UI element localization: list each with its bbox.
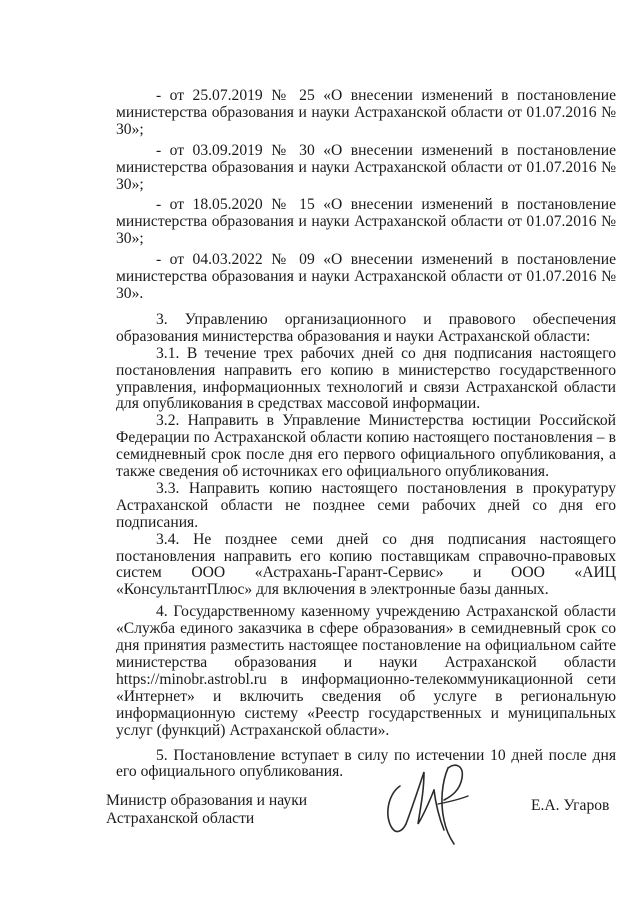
clause-3-1: 3.1. В течение трех рабочих дней со дня подписания настоящего постановления направить его копию в министерство государственного управления, информационных технологий и связи Астраханской области для опубликования в средствах массовой информации. [116,344,616,413]
signatory-position [106,792,307,828]
clause-4: 4. Государственному казенному учреждению Астраханской области «Служба единого заказчика в сфере образования» в семидневный срок со дня принятия разместить настоящее постановление на официальном сайте министерства образования и науки Астраханской области https://minobr.astrobl.ru в информационно-телекоммуникационной сети «Интернет» и включить сведения об услуге в региональную информационную систему «Реестр государственных и муниципальных услуг (функций) Астраханской области». [116,603,616,739]
clause-3-3: 3.3. Направить копию настоящего постановления в прокуратуру Астраханской области не позднее семи рабочих дней со дня его подписания. [116,479,616,531]
clause-5: 5. Постановление вступает в силу по истечении 10 дней после дня его официального опубликования. [116,746,616,781]
signatory-position-line-2: Астраханской области [106,810,255,827]
clause-3-4: 3.4. Не позднее семи дней со дня подписания настоящего постановления направить его копию поставщикам справочно-правовых систем ООО «Астрахань-Гарант-Сервис» и ООО «АИЦ «КонсультантПлюс» для включения в электронные базы данных. [116,530,616,599]
signatory-position-line-1: Министр образования и науки [106,792,308,809]
signatory-name: Е.А. Угаров [531,797,610,814]
amendment-item: - от 25.07.2019 № 25 «О внесении изменений в постановление министерства образования и науки Астраханской области от 01.07.2016 № 30»; [116,87,616,138]
amendment-item: - от 03.09.2019 № 30 «О внесении изменений в постановление министерства образования и науки Астраханской области от 01.07.2016 № 30»; [116,141,616,193]
amendment-item: - от 18.05.2020 № 15 «О внесении изменений в постановление министерства образования и науки Астраханской области от 01.07.2016 № 30»; [116,196,616,248]
document-body [116,88,616,781]
handwritten-signature [378,756,488,848]
amendment-item: - от 04.03.2022 № 09 «О внесении изменений в постановление министерства образования и науки Астраханской области от 01.07.2016 № 30». [116,251,616,302]
clause-3-2: 3.2. Направить в Управление Министерства юстиции Российской Федерации по Астраханской области копию настоящего постановления – в семидневный срок после дня его первого официального опубликования, а также сведения об источниках его официального опубликования. [116,412,616,481]
clause-3: 3. Управлению организационного и правового обеспечения образования министерства образования и науки Астраханской области: [116,310,616,345]
